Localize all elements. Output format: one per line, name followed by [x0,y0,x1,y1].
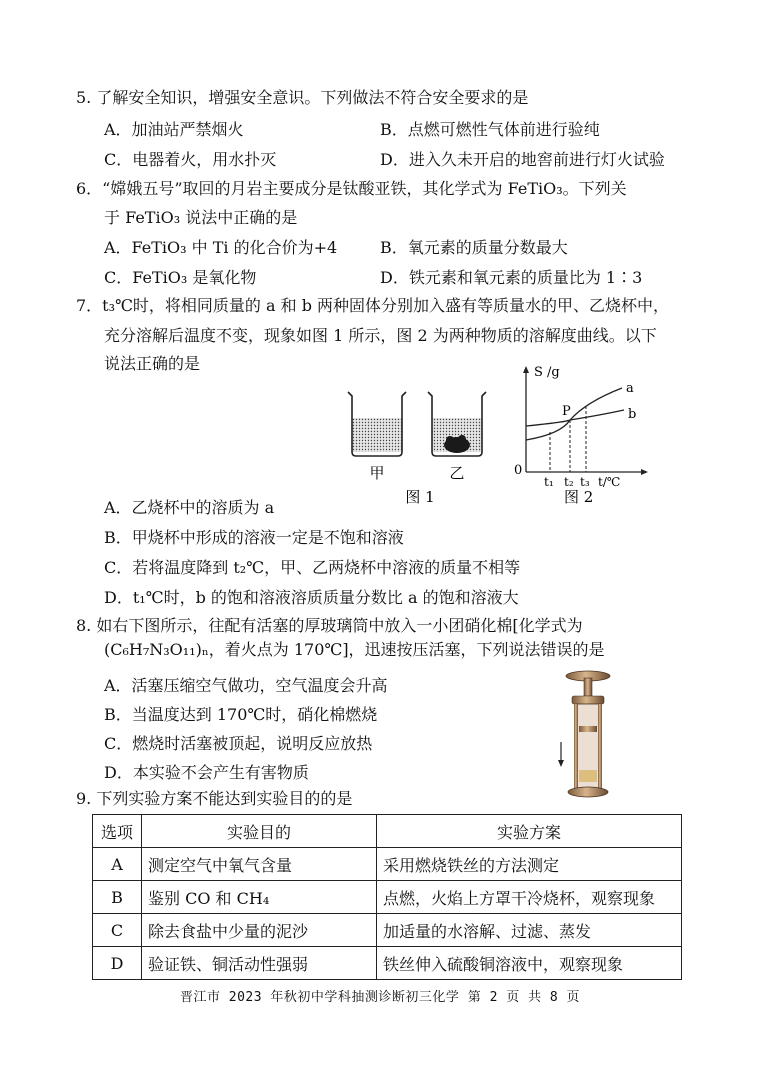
q7-stem-line3: 说法正确的是 [104,354,201,373]
q7-option-d: D．t₁℃时，b 的饱和溶液溶质质量分数比 a 的饱和溶液大 [104,588,519,607]
q7-option-a: A．乙烧杯中的溶质为 a [104,498,275,517]
table-row [93,848,682,881]
beaker-yi [428,392,486,456]
q6-stem-line1: 6．“嫦娥五号”取回的月岩主要成分是钛酸亚铁，其化学式为 FeTiO₃。下列关 [76,179,627,198]
curve-b [526,410,624,426]
x-axis-arrow [641,469,648,475]
q5-option-b: B．点燃可燃性气体前进行验纯 [380,120,600,139]
q5-option-c: C．电器着火，用水扑灭 [104,150,277,169]
piston-rod [584,678,592,696]
row-c-option: C [93,914,142,947]
row-d-purpose: 验证铁、铜活动性强弱 [142,947,377,980]
frame-left [574,704,578,788]
table-row [93,947,682,980]
header-option: 选项 [93,815,142,848]
piston-cylinder-illustration [552,666,624,802]
figure-1-beakers [340,388,500,506]
q5-option-a: A．加油站严禁烟火 [104,120,244,139]
down-arrow-head [558,760,564,767]
curve-b-label: b [628,407,637,422]
q8-option-c: C．燃烧时活塞被顶起，说明反应放热 [104,734,373,753]
cylinder-cap [572,696,604,704]
q6-stem-line2: 于 FeTiO₃ 说法中正确的是 [104,208,298,227]
nitrocellulose [579,770,597,782]
row-a-option: A [93,848,142,881]
q5-option-d: D．进入久未开启的地窖前进行灯火试验 [380,150,665,169]
q8-option-d: D．本实验不会产生有害物质 [104,763,309,782]
row-c-purpose: 除去食盐中少量的泥沙 [142,914,377,947]
q7-option-c: C．若将温度降到 t₂℃，甲、乙两烧杯中溶液的质量不相等 [104,558,521,577]
header-purpose: 实验目的 [142,815,377,848]
table-row [93,881,682,914]
q9-table [92,814,682,980]
q8-option-a: A．活塞压缩空气做功，空气温度会升高 [104,676,388,695]
q9-stem: 9. 下列实验方案不能达到实验目的的是 [76,789,353,808]
q6-option-d: D．铁元素和氧元素的质量比为 1∶3 [380,268,643,287]
cylinder-base [568,787,608,797]
q8-option-b: B．当温度达到 170℃时，硝化棉燃烧 [104,705,378,724]
q7-stem-line2: 充分溶解后温度不变，现象如图 1 所示，图 2 为两种物质的溶解度曲线。以下 [104,326,657,345]
q6-option-c: C．FeTiO₃ 是氧化物 [104,268,257,287]
table-row [93,914,682,947]
row-b-purpose: 鉴别 CO 和 CH₄ [142,881,377,914]
frame-right [598,704,602,788]
q6-option-a: A．FeTiO₃ 中 Ti 的化合价为+4 [104,238,338,257]
fig2-origin: 0 [514,463,523,478]
q7-stem-line1: 7．t₃℃时，将相同质量的 a 和 b 两种固体分别加入盛有等质量水的甲、乙烧杯中， [76,296,670,315]
fig1-label-yi: 乙 [449,464,465,482]
y-axis-arrow [523,366,529,373]
header-plan: 实验方案 [377,815,682,848]
row-b-plan: 点燃，火焰上方罩干冷烧杯，观察现象 [377,881,682,914]
figure-2-solubility-chart [506,360,656,508]
row-d-option: D [93,947,142,980]
q8-stem-line1: 8. 如右下图所示，往配有活塞的厚玻璃筒中放入一小团硝化棉[化学式为 [76,616,583,635]
fig1-caption: 图 1 [405,488,435,506]
q6-option-b: B．氧元素的质量分数最大 [380,238,568,257]
q8-stem-line2: (C₆H₇N₃O₁₁)ₙ，着火点为 170℃]，迅速按压活塞，下列说法错误的是 [104,640,605,659]
row-a-plan: 采用燃烧铁丝的方法测定 [377,848,682,881]
table-header-row [93,815,682,848]
row-a-purpose: 测定空气中氧气含量 [142,848,377,881]
fig2-caption: 图 2 [564,488,594,506]
row-b-option: B [93,881,142,914]
q7-option-b: B．甲烧杯中形成的溶液一定是不饱和溶液 [104,528,404,547]
row-d-plan: 铁丝伸入硫酸铜溶液中，观察现象 [377,947,682,980]
piston-head [579,726,597,732]
curve-a-label: a [626,381,634,396]
row-c-plan: 加适量的水溶解、过滤、蒸发 [377,914,682,947]
tick-t1: t₁ [544,475,554,489]
tick-t3: t₃ [580,475,590,489]
point-p-label: P [562,404,571,419]
page-footer: 晋江市 2023 年秋初中学科抽测诊断初三化学 第 2 页 共 8 页 [179,990,581,1005]
tick-t2: t₂ [564,475,574,489]
q5-stem: 5. 了解安全知识，增强安全意识。下列做法不符合安全要求的是 [76,88,529,107]
fig2-ylabel: S /g [534,365,560,380]
fig1-label-jia: 甲 [369,464,385,482]
fig2-xlabel: t/℃ [598,475,621,489]
beaker-jia [348,392,406,456]
